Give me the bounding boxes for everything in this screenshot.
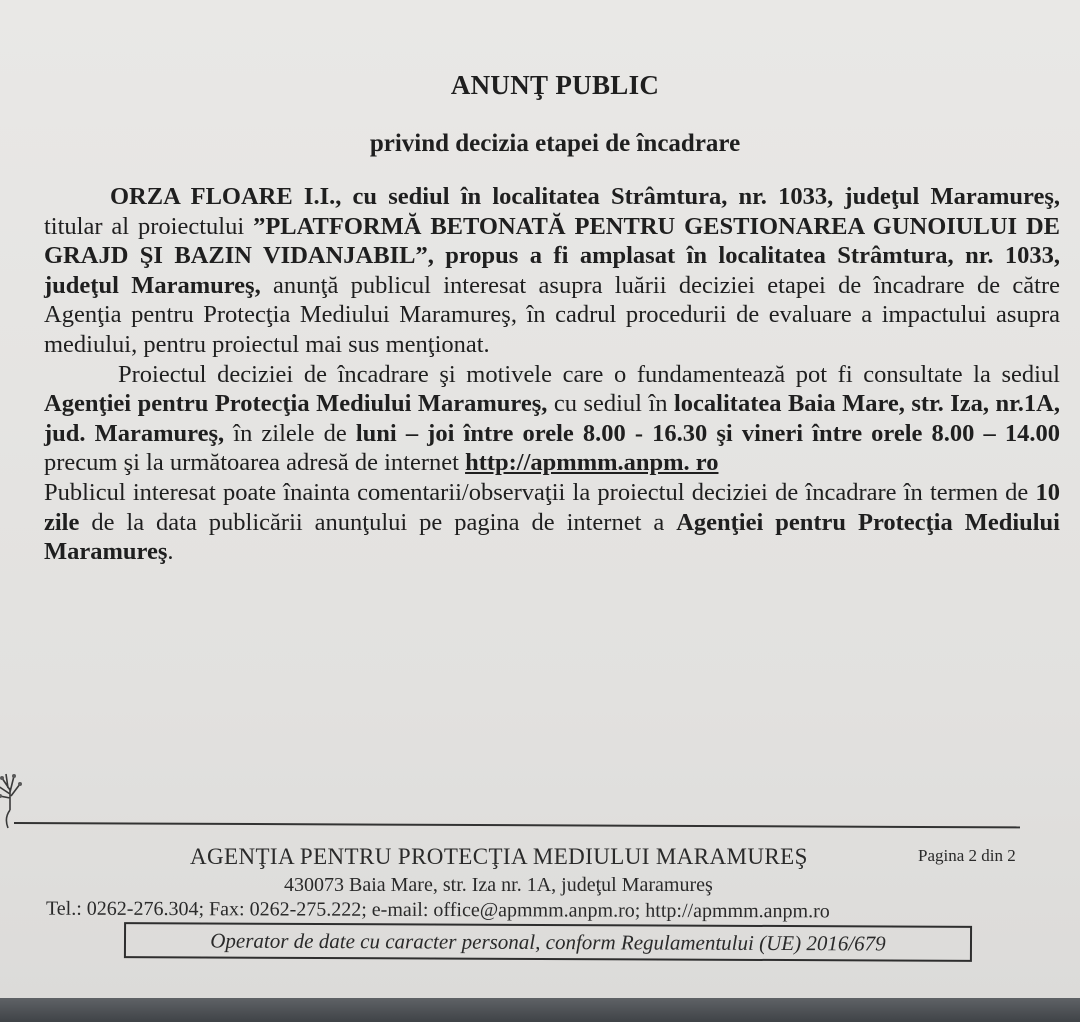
office-schedule: luni – joi între orele 8.00 - 16.30 şi vineri între orele 8.00 – 14.00: [355, 419, 1060, 447]
footer-contact: Tel.: 0262-276.304; Fax: 0262-275.222; e-mail: office@apmmm.anpm.ro; http://apmmm.anpm.ro: [45, 897, 830, 923]
project-name: ”PLATFORMĂ BETONATĂ PENTRU GESTIONAREA GUNOIULUI DE GRAJD ŞI BAZIN VIDANJABIL”, propus a fi amplasat în localitatea Strâmtura, nr. 1033, judeţul Maramureş,: [44, 212, 1061, 299]
data-operator-notice: Operator de date cu caracter personal, conform Regulamentului (UE) 2016/679: [124, 922, 972, 962]
paragraph-text: .: [167, 538, 174, 566]
tree-emblem-icon: [0, 770, 34, 830]
agency-name: Agenţiei pentru Protecţia Mediului Maramureş,: [44, 390, 548, 418]
document-title: ANUNŢ PUBLIC: [450, 70, 660, 100]
paragraph-text: cu sediul în: [547, 390, 674, 418]
page-number: Pagina 2 din 2: [918, 846, 1016, 865]
company-name: ORZA FLOARE I.I., cu sediul în localitatea Strâmtura, nr. 1033, judeţul Maramureş,: [110, 183, 1060, 210]
footer-agency-name: AGENŢIA PENTRU PROTECŢIA MEDIULUI MARAMUREŞ: [190, 844, 808, 869]
document-subtitle: privind decizia etapei de încadrare: [369, 130, 741, 157]
announcement-body: [44, 182, 1060, 567]
paragraph-consultation: [44, 360, 1060, 478]
paragraph-text: Proiectul deciziei de încadrare şi motivele care o fundamentează pot fi consultate la sediul: [118, 360, 1060, 388]
paragraph-text: anunţă publicul interesat asupra luării deciziei etapei de încadrare de către Agenţia pentru Protecţia Mediului Maramureş, în cadrul procedurii de evaluare a impactului asupra mediului, pentru proiectul mai sus menţionat.: [44, 271, 1060, 358]
paragraph-text: în zilele de: [224, 419, 356, 447]
footer-address: 430073 Baia Mare, str. Iza nr. 1A, judeţul Maramureş: [284, 874, 713, 896]
agency-location: localitatea Baia Mare, str. Iza, nr.1A, jud. Maramureş,: [44, 390, 1060, 447]
paragraph-applicant: [44, 182, 1060, 360]
agency-name: Agenţiei pentru Protecţia Mediului Maramureş: [44, 508, 1060, 566]
comment-period: 10 zile: [44, 478, 1060, 536]
paragraph-comments: [44, 478, 1060, 567]
paragraph-text: precum şi la următoarea adresă de internet: [44, 449, 466, 477]
paragraph-text: titular al proiectului: [44, 212, 254, 240]
website-link[interactable]: http://apmmm.anpm. ro: [465, 449, 719, 477]
footer-divider: [14, 822, 1020, 828]
photo-background-edge: [0, 998, 1080, 1022]
paragraph-text: de la data publicării anunţului pe pagina de internet a: [79, 508, 677, 536]
paragraph-text: Publicul interesat poate înainta comentarii/observaţii la proiectul deciziei de încadrare în termen de: [44, 478, 1036, 506]
